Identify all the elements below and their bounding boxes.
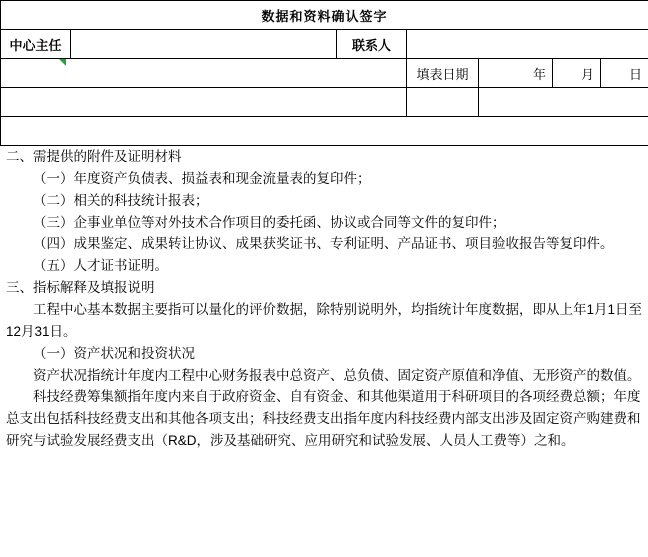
label-contact-person: 联系人 bbox=[337, 30, 407, 59]
label-fill-date bbox=[407, 59, 479, 88]
cell-blank-right[interactable] bbox=[479, 88, 648, 117]
signature-table bbox=[0, 0, 648, 146]
paragraph-section-3-intro: 工程中心基本数据主要指可以量化的评价数据，除特别说明外，均指统计年度数据，即从上年1月1日至12月31日。 bbox=[6, 302, 643, 339]
table-row-signature bbox=[1, 30, 648, 59]
paragraph-attachment-2: （二）相关的科技统计报表； bbox=[33, 192, 209, 208]
field-date-month[interactable] bbox=[553, 59, 601, 88]
table-row-date bbox=[1, 59, 648, 88]
paragraph-section-2-title: 二、需提供的附件及证明材料 bbox=[6, 149, 182, 164]
field-center-director-signature[interactable] bbox=[71, 30, 337, 59]
comment-marker-icon bbox=[59, 59, 66, 66]
paragraph-section-3-title: 三、指标解释及填报说明 bbox=[6, 280, 155, 296]
cell-blank-left[interactable] bbox=[1, 88, 407, 117]
label-center-director: 中心主任 bbox=[1, 30, 71, 59]
paragraph-funding: 科技经费筹集额指年度内来自于政府资金、自有资金、和其他渠道用于科研项目的各项经费总额；年度总支出包括科技经费支出和其他各项支出；科技经费支出指年度内科技经费内部支出涉及固定资产购建费和研究与试验发展经费支出（R&D，涉及基础研究、应用研究和试验发展、人员人工费等）之和。 bbox=[6, 389, 641, 449]
table-row-title bbox=[1, 1, 648, 30]
paragraph-attachment-3: （三）企事业单位等对外技术合作项目的委托函、协议或合同等文件的复印件； bbox=[33, 214, 506, 230]
table-row-blank-2 bbox=[1, 117, 648, 146]
date-unit-month: 月 bbox=[580, 66, 594, 82]
paragraph-attachment-5: （五）人才证书证明。 bbox=[33, 258, 168, 274]
paragraph-asset-status: 资产状况指统计年度内工程中心财务报表中总资产、总负债、固定资产原值和净值、无形资产的数值。 bbox=[33, 367, 641, 383]
table-row-blank-1 bbox=[1, 88, 648, 117]
cell-blank-mid[interactable] bbox=[407, 88, 479, 117]
paragraph-subsection-1-title: （一）资产状况和投资状况 bbox=[33, 345, 195, 361]
cell-date-left-blank[interactable] bbox=[1, 59, 407, 88]
date-unit-day: 日 bbox=[629, 66, 643, 82]
fill-date-text: 填表日期 bbox=[416, 66, 469, 82]
paragraph-attachment-4: （四）成果鉴定、成果转让协议、成果获奖证书、专利证明、产品证书、项目验收报告等复印件。 bbox=[33, 236, 614, 252]
date-unit-year: 年 bbox=[532, 66, 546, 82]
document-body bbox=[0, 146, 648, 452]
paragraph-attachment-1: （一）年度资产负债表、损益表和现金流量表的复印件； bbox=[33, 170, 371, 186]
field-date-day[interactable] bbox=[601, 59, 648, 88]
field-date-year[interactable] bbox=[479, 59, 553, 88]
table-title: 数据和资料确认签字 bbox=[1, 1, 648, 30]
cell-blank-full[interactable] bbox=[1, 117, 648, 146]
field-contact-person-signature[interactable] bbox=[407, 30, 648, 59]
